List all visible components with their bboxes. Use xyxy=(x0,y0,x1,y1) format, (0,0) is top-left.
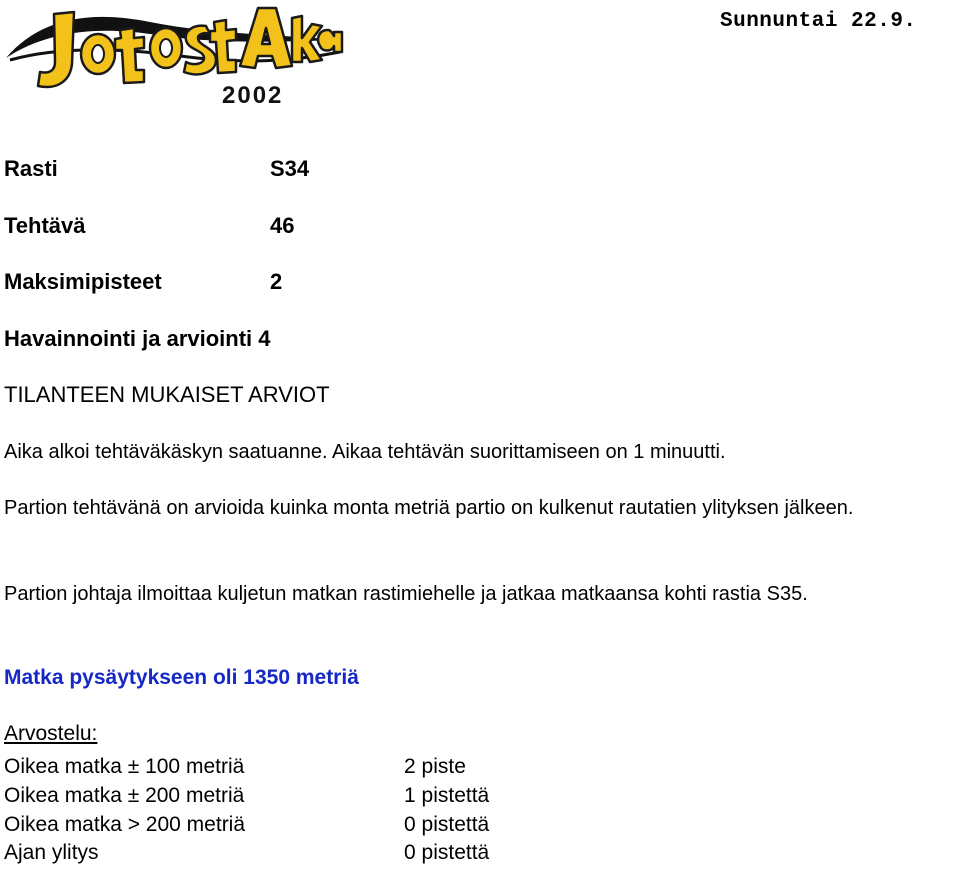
grading-title: Arvostelu: xyxy=(4,722,98,745)
field-label: Tehtävä xyxy=(4,213,86,238)
paragraph-time: Aika alkoi tehtäväkäskyn saatuanne. Aikaa tehtävän suorittamiseen on 1 minuutti. xyxy=(4,441,726,463)
field-tehtava xyxy=(4,213,295,239)
answer-text: Matka pysäytykseen oli 1350 metriä xyxy=(4,666,359,689)
date-header: Sunnuntai 22.9. xyxy=(720,10,917,33)
grading-condition: Oikea matka > 200 metriä xyxy=(4,813,246,836)
grading-condition: Oikea matka ± 200 metriä xyxy=(4,784,245,807)
grading-row xyxy=(4,813,490,837)
jotostakaa-2002-logo xyxy=(0,0,345,110)
grading-row xyxy=(4,755,466,779)
section-heading: TILANTEEN MUKAISET ARVIOT xyxy=(4,382,330,407)
grading-points: 0 pistettä xyxy=(404,813,490,836)
field-label: Rasti xyxy=(4,156,58,181)
field-rasti xyxy=(4,156,310,182)
grading-row xyxy=(4,784,490,808)
grading-row xyxy=(4,841,490,865)
grading-points: 1 pistettä xyxy=(404,784,490,807)
grading-condition: Ajan ylitys xyxy=(4,841,99,864)
field-value: 46 xyxy=(270,213,295,238)
paragraph-instruction: Partion johtaja ilmoittaa kuljetun matkan rastimiehelle ja jatkaa matkaansa kohti rastia S35. xyxy=(4,583,808,605)
field-label: Maksimipisteet xyxy=(4,269,162,294)
grading-condition: Oikea matka ± 100 metriä xyxy=(4,755,245,778)
field-value: S34 xyxy=(270,156,310,181)
category-title: Havainnointi ja arviointi 4 xyxy=(4,326,271,351)
field-maksimipisteet xyxy=(4,269,283,295)
paragraph-task: Partion tehtävänä on arvioida kuinka monta metriä partio on kulkenut rautatien ylityksen jälkeen. xyxy=(4,497,854,519)
logo-year: 2002 xyxy=(222,82,284,109)
grading-points: 2 piste xyxy=(404,755,466,778)
field-value: 2 xyxy=(270,269,283,294)
grading-points: 0 pistettä xyxy=(404,841,490,864)
